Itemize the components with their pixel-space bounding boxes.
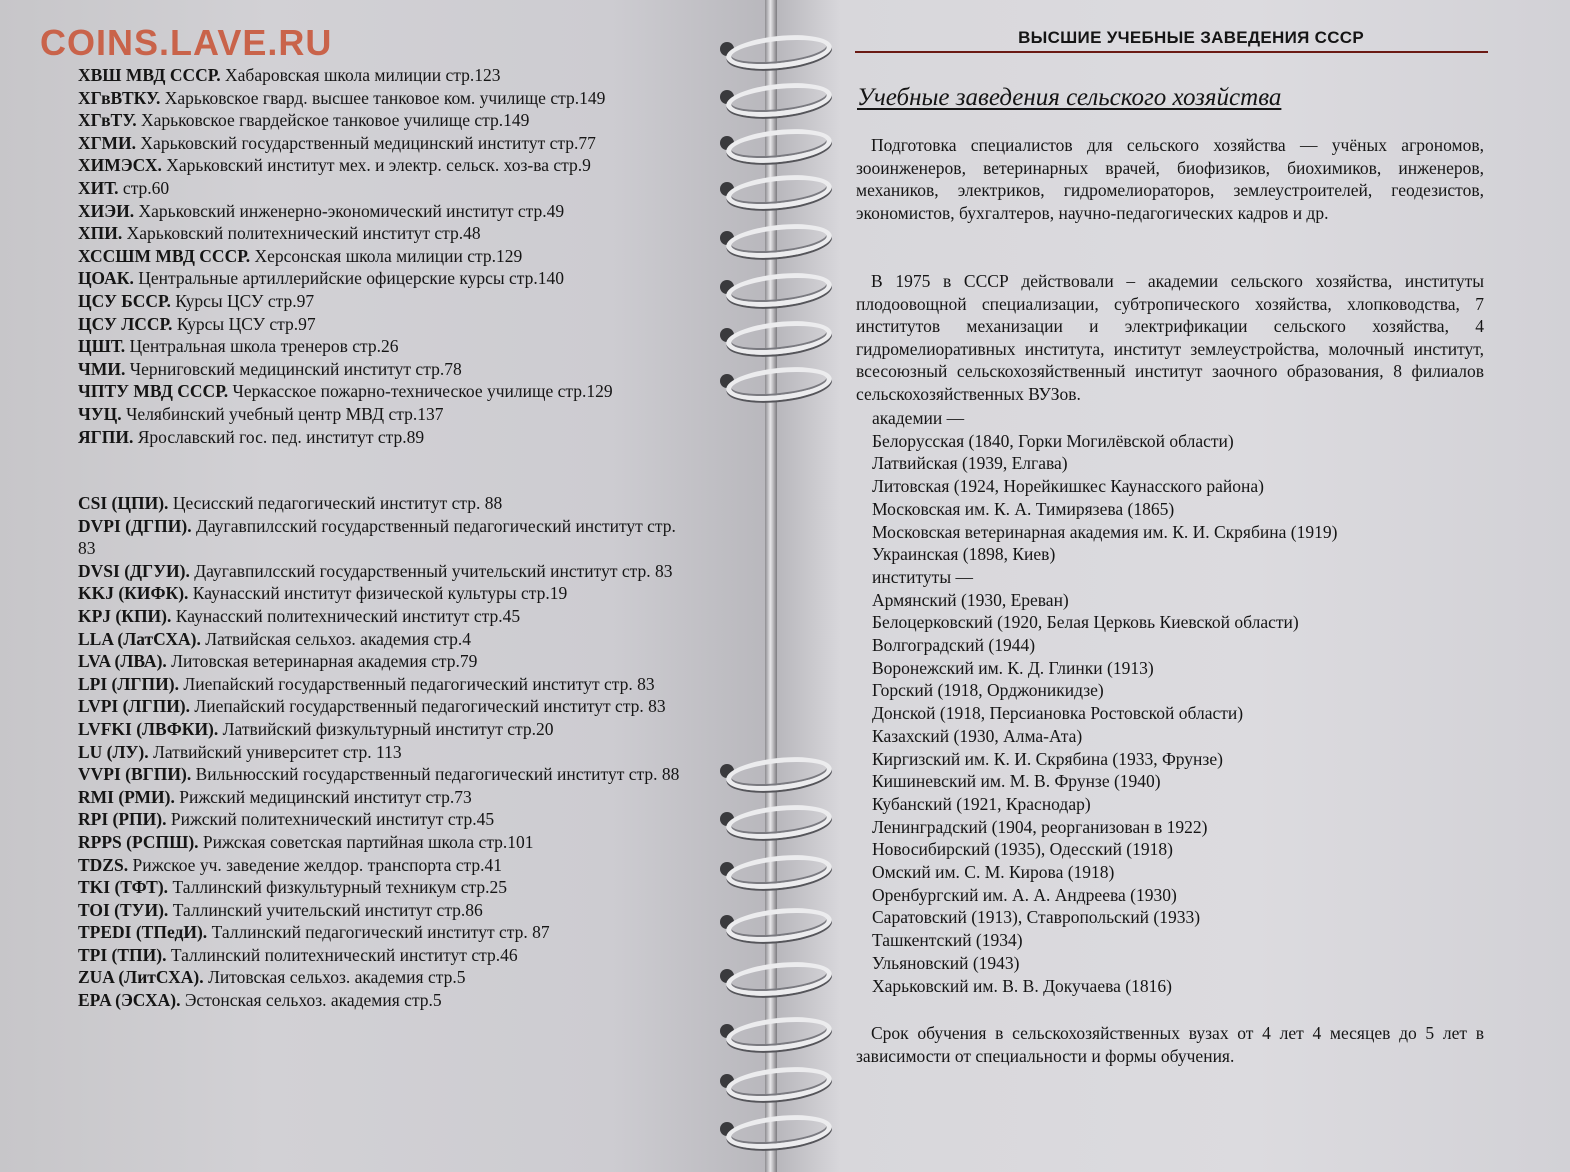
intro-paragraph: Подготовка специалистов для сельского хозяйства — учёных агрономов, зооинженеров, ветеринарных врачей, биофизиков, биохимиков, инженеров, механиков, электриков, гидромелиораторов, землеустроителей, геодезистов, экономистов, бухгалтеров, научно-педагогических кадров и др.	[856, 135, 1484, 223]
abbreviation-code: ХИТ.	[78, 177, 119, 198]
abbreviation-list-top	[78, 64, 613, 448]
institution-entry: академии —	[872, 408, 965, 428]
abbreviation-description: Харьковский инженерно-экономический институт стр.49	[134, 200, 565, 221]
abbreviation-code: ЯГПИ.	[78, 426, 134, 447]
abbreviation-description: Латвийская сельхоз. академия стр.4	[200, 628, 471, 649]
abbreviation-code: DVPI (ДГПИ).	[78, 515, 192, 536]
abbreviation-description: Центральные артиллерийские офицерские курсы стр.140	[133, 268, 565, 289]
abbreviation-entry	[78, 245, 613, 268]
abbreviation-code: TOI (ТУИ).	[78, 899, 169, 920]
abbreviation-description: Литовская ветеринарная академия стр.79	[166, 651, 478, 672]
abbreviation-code: LLA (ЛатСХА).	[78, 628, 201, 649]
abbreviation-code: ЧМИ.	[78, 358, 126, 379]
spiral-ring	[718, 752, 828, 792]
institution-entry: Саратовский (1913), Ставропольский (1933)	[872, 907, 1201, 928]
spiral-ring	[718, 124, 828, 164]
abbreviation-entry	[78, 313, 613, 336]
spiral-ring	[718, 1110, 828, 1150]
abbreviation-code: ХГвТУ.	[78, 110, 137, 131]
abbreviation-entry	[78, 944, 693, 967]
abbreviation-code: ХИМЭСХ.	[78, 155, 162, 176]
abbreviation-description: Курсы ЦСУ стр.97	[172, 313, 316, 334]
abbreviation-description: Ярославский гос. пед. институт стр.89	[133, 426, 425, 447]
institution-entry: Казахский (1930, Алма-Ата)	[872, 725, 1083, 746]
abbreviation-description: Харьковское гвардейское танковое училище стр.149	[136, 110, 530, 131]
spiral-ring	[718, 362, 828, 402]
spiral-ring	[718, 850, 828, 890]
abbreviation-entry	[78, 403, 613, 426]
overview-paragraph: В 1975 в СССР действовали – академии сельского хозяйства, институты плодоовощной специализации, субтропического хозяйства, хлопководства, 7 институтов механизации и электрификации сельского хозяйства, 4 гидромелиоративных института, институт землеустройства, молочный институт, всесоюзный сельскохозяйственный институт заочного образования, 8 филиалов сельскохозяйственных ВУЗов.	[856, 271, 1484, 404]
abbreviation-description: Эстонская сельхоз. академия стр.5	[180, 990, 442, 1011]
abbreviation-description: Латвийский физкультурный институт стр.20	[218, 718, 554, 739]
spiral-ring	[718, 170, 828, 210]
abbreviation-entry	[78, 831, 693, 854]
abbreviation-code: KPJ (КПИ).	[78, 605, 172, 626]
abbreviation-description: Хабаровская школа милиции стр.123	[220, 65, 501, 85]
abbreviation-code: TPEDI (ТПедИ).	[78, 922, 208, 943]
abbreviation-code: ЦСУ ЛССР.	[78, 313, 173, 334]
abbreviation-code: LVA (ЛВА).	[78, 651, 167, 672]
abbreviation-code: ZUA (ЛитСХА).	[78, 967, 204, 988]
abbreviation-entry	[78, 673, 693, 696]
abbreviation-code: KKJ (КИФК).	[78, 583, 189, 604]
wire-loop	[725, 317, 834, 360]
abbreviation-description: Харьковский институт мех. и электр. сельск. хоз-ва стр.9	[161, 155, 591, 176]
institution-entry: Воронежский им. К. Д. Глинки (1913)	[872, 657, 1154, 678]
abbreviation-description: Рижский медицинский институт стр.73	[174, 786, 472, 807]
left-page	[0, 0, 765, 1172]
abbreviation-entry	[78, 515, 693, 560]
abbreviation-description: Харьковское гвард. высшее танковое ком. училище стр.149	[160, 87, 606, 108]
abbreviation-list-bottom	[78, 492, 693, 1012]
institution-entry: Латвийская (1939, Елгава)	[872, 453, 1068, 474]
institution-entry: Ленинградский (1904, реорганизован в 1922)	[872, 816, 1208, 837]
institution-entry: Горский (1918, Орджоникидзе)	[872, 680, 1104, 701]
abbreviation-entry	[78, 582, 693, 605]
abbreviation-description: Херсонская школа милиции стр.129	[250, 245, 523, 266]
abbreviation-code: ХВШ МВД СССР.	[78, 65, 221, 85]
abbreviation-description: Цесисский педагогический институт стр. 88	[168, 493, 503, 513]
institution-entry: Кишиневский им. М. В. Фрунзе (1940)	[872, 771, 1161, 792]
abbreviation-code: LVPI (ЛГПИ).	[78, 696, 191, 717]
running-header: ВЫСШИЕ УЧЕБНЫЕ ЗАВЕДЕНИЯ СССР	[855, 28, 1488, 53]
wire-loop	[725, 79, 834, 122]
spiral-ring	[718, 903, 828, 943]
abbreviation-entry	[78, 966, 693, 989]
wire-loop	[725, 1013, 834, 1056]
abbreviation-code: ХПИ.	[78, 223, 123, 244]
abbreviation-entry	[78, 786, 693, 809]
spiral-ring	[718, 268, 828, 308]
abbreviation-description: Рижский политехнический институт стр.45	[166, 809, 495, 830]
abbreviation-description: Лиепайский государственный педагогический институт стр. 83	[178, 673, 655, 694]
abbreviation-description: Таллинский педагогический институт стр. 87	[207, 922, 550, 943]
abbreviation-code: TPI (ТПИ).	[78, 944, 167, 965]
wire-loop	[725, 31, 834, 74]
abbreviation-description: Харьковский государственный медицинский институт стр.77	[136, 132, 596, 153]
abbreviation-code: ЧПТУ МВД СССР.	[78, 381, 229, 402]
institution-entry: Армянский (1930, Ереван)	[872, 589, 1069, 610]
abbreviation-entry	[78, 109, 613, 132]
wire-loop	[725, 171, 834, 214]
abbreviation-entry	[78, 267, 613, 290]
abbreviation-entry	[78, 763, 693, 786]
abbreviation-entry	[78, 741, 693, 764]
institution-entry: Оренбургский им. А. А. Андреева (1930)	[872, 884, 1177, 905]
wire-loop	[725, 801, 834, 844]
institution-entry: Киргизский им. К. И. Скрябина (1933, Фрунзе)	[872, 748, 1223, 769]
abbreviation-entry	[78, 177, 613, 200]
abbreviation-description: Литовская сельхоз. академия стр.5	[203, 967, 466, 988]
abbreviation-entry	[78, 492, 693, 515]
abbreviation-entry	[78, 132, 613, 155]
abbreviation-code: DVSI (ДГУИ).	[78, 560, 190, 581]
wire-loop	[725, 904, 834, 947]
abbreviation-entry	[78, 64, 613, 87]
abbreviation-entry	[78, 335, 613, 358]
abbreviation-description: Курсы ЦСУ стр.97	[170, 290, 315, 311]
abbreviation-entry	[78, 358, 613, 381]
abbreviation-code: ЦСУ БССР.	[78, 290, 171, 311]
section-title: Учебные заведения сельского хозяйства	[857, 84, 1282, 111]
institution-entry: Литовская (1924, Норейкишкес Каунасского района)	[872, 476, 1264, 497]
abbreviation-description: Латвийский университет стр. 113	[148, 741, 402, 762]
abbreviation-code: ХГвВТКУ.	[78, 87, 161, 108]
abbreviation-description: Таллинский учительский институт стр.86	[168, 899, 483, 920]
institution-entry: Украинская (1898, Киев)	[872, 544, 1056, 565]
institution-entry: Ташкентский (1934)	[872, 930, 1023, 951]
wire-loop	[725, 1111, 834, 1154]
abbreviation-entry	[78, 876, 693, 899]
abbreviation-entry	[78, 921, 693, 944]
abbreviation-description: стр.60	[118, 177, 170, 198]
institution-list	[872, 407, 1337, 997]
abbreviation-code: RMI (РМИ).	[78, 786, 175, 807]
abbreviation-description: Вильнюсский государственный педагогический институт стр. 88	[191, 764, 680, 785]
spiral-ring	[718, 219, 828, 259]
institution-entry: Московская им. К. А. Тимирязева (1865)	[872, 498, 1175, 519]
abbreviation-code: LPI (ЛГПИ).	[78, 673, 179, 694]
abbreviation-entry	[78, 290, 613, 313]
abbreviation-description: Лиепайский государственный педагогический институт стр. 83	[190, 696, 666, 717]
abbreviation-description: Черниговский медицинский институт стр.78	[125, 358, 462, 379]
wire-loop	[725, 269, 834, 312]
abbreviation-entry	[78, 222, 613, 245]
spiral-ring	[718, 1012, 828, 1052]
institution-entry: Донской (1918, Персиановка Ростовской области)	[872, 703, 1244, 724]
abbreviation-code: ЧУЦ.	[78, 403, 122, 424]
spiral-ring	[718, 1062, 828, 1102]
abbreviation-description: Челябинский учебный центр МВД стр.137	[121, 403, 444, 424]
institution-entry: Кубанский (1921, Краснодар)	[872, 793, 1091, 814]
institution-entry: Белоцерковский (1920, Белая Церковь Киевской области)	[872, 612, 1299, 633]
study-duration-paragraph: Срок обучения в сельскохозяйственных вузах от 4 лет 4 месяцев до 5 лет в зависимости от специальности и формы обучения.	[856, 1023, 1484, 1066]
spiral-ring	[718, 316, 828, 356]
abbreviation-entry	[78, 989, 693, 1012]
institution-entry: Ульяновский (1943)	[872, 952, 1020, 973]
abbreviation-code: VVPI (ВГПИ).	[78, 764, 192, 785]
abbreviation-code: RPI (РПИ).	[78, 809, 167, 830]
abbreviation-code: ХССШМ МВД СССР.	[78, 245, 251, 266]
abbreviation-description: Черкасское пожарно-техническое училище стр.129	[228, 381, 613, 402]
wire-loop	[725, 363, 834, 406]
institution-entry: Омский им. С. М. Кирова (1918)	[872, 862, 1115, 883]
wire-loop	[725, 125, 834, 168]
abbreviation-code: EPA (ЭСХА).	[78, 990, 181, 1011]
spiral-ring	[718, 30, 828, 70]
abbreviation-code: RPPS (РСПШ).	[78, 831, 199, 852]
abbreviation-entry	[78, 87, 613, 110]
abbreviation-entry	[78, 426, 613, 449]
institution-entry: Новосибирский (1935), Одесский (1918)	[872, 839, 1173, 860]
abbreviation-code: ЦШТ.	[78, 336, 126, 357]
abbreviation-description: Центральная школа тренеров стр.26	[125, 336, 399, 357]
abbreviation-entry	[78, 200, 613, 223]
abbreviation-entry	[78, 695, 693, 718]
abbreviation-description: Харьковский политехнический институт стр.48	[122, 223, 481, 244]
abbreviation-description: Рижское уч. заведение желдор. транспорта стр.41	[128, 854, 502, 875]
abbreviation-entry	[78, 718, 693, 741]
abbreviation-code: CSI (ЦПИ).	[78, 493, 169, 513]
abbreviation-description: Рижская советская партийная школа стр.101	[198, 831, 534, 852]
wire-loop	[725, 851, 834, 894]
abbreviation-entry	[78, 560, 693, 583]
abbreviation-entry	[78, 854, 693, 877]
abbreviation-description: Таллинский физкультурный техникум стр.25	[168, 877, 508, 898]
spiral-ring	[718, 78, 828, 118]
abbreviation-code: LU (ЛУ).	[78, 741, 149, 762]
institution-entry: Белорусская (1840, Горки Могилёвской области)	[872, 430, 1234, 451]
abbreviation-code: LVFKI (ЛВФКИ).	[78, 718, 219, 739]
spiral-ring	[718, 957, 828, 997]
abbreviation-entry	[78, 808, 693, 831]
institution-entry: Волгоградский (1944)	[872, 635, 1036, 656]
wire-loop	[725, 958, 834, 1001]
wire-loop	[725, 1063, 834, 1106]
abbreviation-description: Даугавпилсский государственный педагогический институт стр. 83	[78, 515, 676, 559]
abbreviation-entry	[78, 899, 693, 922]
abbreviation-code: ХИЭИ.	[78, 200, 135, 221]
institution-entry: Московская ветеринарная академия им. К. И. Скрябина (1919)	[872, 521, 1338, 542]
wire-loop	[725, 220, 834, 263]
abbreviation-entry	[78, 154, 613, 177]
abbreviation-entry	[78, 380, 613, 403]
wire-loop	[725, 753, 834, 796]
abbreviation-description: Таллинский политехнический институт стр.46	[166, 944, 518, 965]
spiral-ring	[718, 800, 828, 840]
abbreviation-code: ХГМИ.	[78, 132, 137, 153]
institution-entry: институты —	[872, 566, 973, 587]
abbreviation-code: ЦОАК.	[78, 268, 134, 289]
institution-entry: Харьковский им. В. В. Докучаева (1816)	[872, 975, 1172, 996]
abbreviation-description: Каунасский институт физической культуры стр.19	[188, 583, 568, 604]
abbreviation-entry	[78, 628, 693, 651]
abbreviation-description: Даугавпилсский государственный учительский институт стр. 83	[189, 560, 673, 581]
abbreviation-description: Каунасский политехнический институт стр.45	[171, 605, 521, 626]
watermark-text: COINS.LAVE.RU	[40, 22, 333, 63]
abbreviation-code: TKI (ТФТ).	[78, 877, 169, 898]
abbreviation-entry	[78, 605, 693, 628]
abbreviation-code: TDZS.	[78, 854, 129, 875]
abbreviation-entry	[78, 650, 693, 673]
